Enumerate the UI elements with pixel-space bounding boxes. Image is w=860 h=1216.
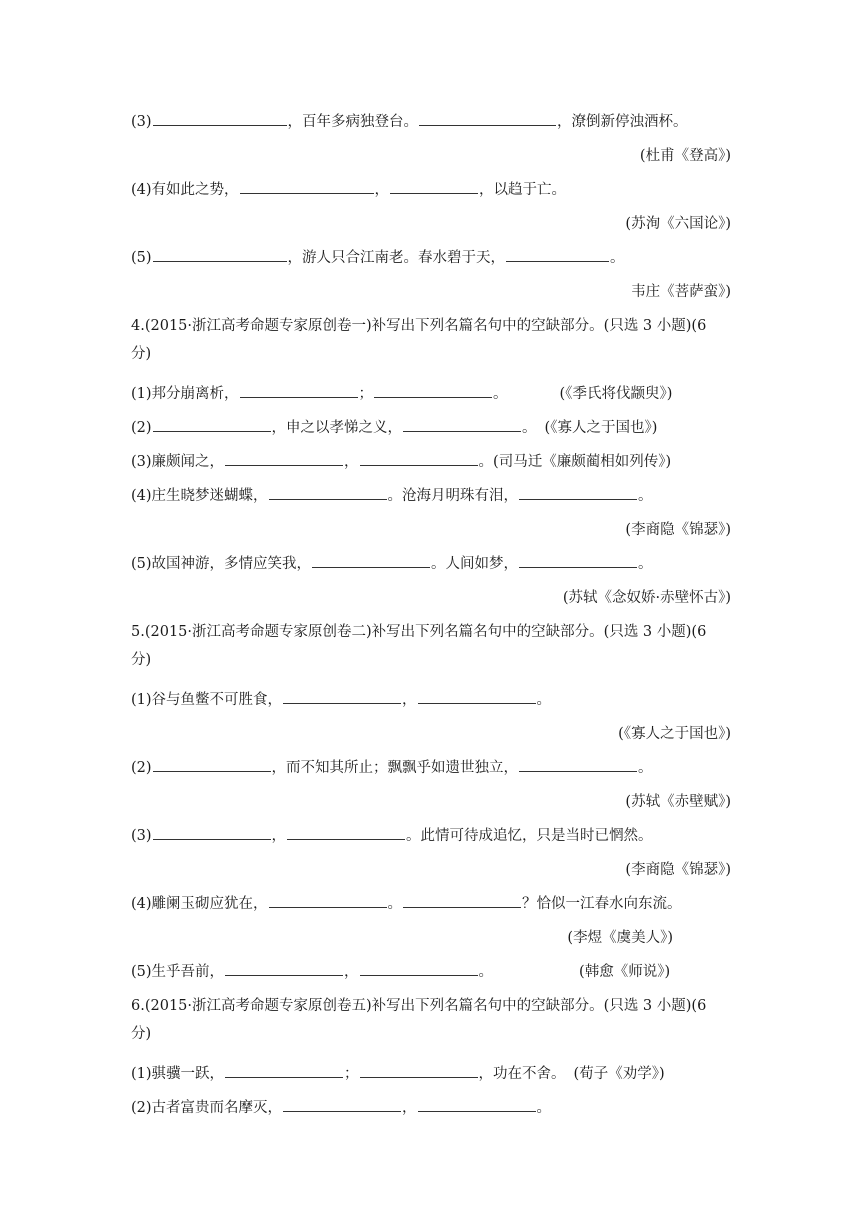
q3-item-5: (5) ，游人只合江南老。春水碧于天， 。 [131,250,625,266]
source-attribution: (《寡人之于国也》) [544,420,658,436]
q6-item-2: (2)古者富贵而名摩灭， ， 。 [131,1100,552,1116]
q6-item-1: (1)骐骥一跃， ； ，功在不舍。 (荀子《劝学》) [131,1066,665,1082]
answer-blank[interactable] [287,828,405,840]
answer-blank[interactable] [225,454,343,466]
answer-blank[interactable] [519,488,637,500]
answer-blank[interactable] [283,692,401,704]
source-attribution: (苏轼《赤壁赋》) [625,794,731,810]
answer-blank[interactable] [153,828,271,840]
answer-blank[interactable] [225,964,343,976]
answer-blank[interactable] [418,692,536,704]
q3-item-4: (4)有如此之势， ， ，以趋于亡。 [131,182,567,198]
q4-item-4: (4)庄生晓梦迷蝴蝶， 。沧海月明珠有泪， 。 [131,488,653,504]
source-attribution: 韦庄《菩萨蛮》) [631,284,731,300]
q4-item-5: (5)故国神游，多情应笑我， 。人间如梦， 。 [131,556,653,572]
source-attribution: (司马迁《廉颇蔺相如列传》) [493,454,672,470]
answer-blank[interactable] [153,420,271,432]
answer-blank[interactable] [519,760,637,772]
answer-blank[interactable] [506,250,609,262]
q6-stem-cont: 分) [131,1026,152,1042]
answer-blank[interactable] [418,1100,536,1112]
answer-blank[interactable] [390,182,478,194]
source-attribution: (《寡人之于国也》) [618,726,731,742]
q5-item-1: (1)谷与鱼鳖不可胜食， ， 。 [131,692,552,708]
q3-item-3: (3) ，百年多病独登台。 ，潦倒新停浊酒杯。 [131,114,688,130]
q5-stem-cont: 分) [131,652,152,668]
q6-stem: 6.(2015·浙江高考命题专家原创卷五)补写出下列名篇名句中的空缺部分。(只选 3 小题)(6 [131,998,707,1014]
source-attribution: (李煜《虞美人》) [567,930,673,946]
answer-blank[interactable] [153,760,271,772]
answer-blank[interactable] [153,250,287,262]
source-attribution: (荀子《劝学》) [573,1066,665,1082]
source-attribution: (杜甫《登高》) [639,148,731,164]
source-attribution: (李商隐《锦瑟》) [625,522,731,538]
answer-blank[interactable] [269,488,387,500]
answer-blank[interactable] [269,896,387,908]
source-attribution: (苏轼《念奴娇·赤壁怀古》) [562,590,731,606]
source-attribution: (李商隐《锦瑟》) [625,862,731,878]
answer-blank[interactable] [419,114,556,126]
q4-item-1: (1)邦分崩离析， ； 。 (《季氏将伐颛臾》) [131,386,673,402]
answer-blank[interactable] [240,386,358,398]
answer-blank[interactable] [403,420,521,432]
q4-item-2: (2) ，申之以孝悌之义， 。 (《寡人之于国也》) [131,420,658,436]
answer-blank[interactable] [225,1066,343,1078]
q5-item-2: (2) ，而不知其所止；飘飘乎如遗世独立， 。 [131,760,653,776]
q5-stem: 5.(2015·浙江高考命题专家原创卷二)补写出下列名篇名句中的空缺部分。(只选 3 小题)(6 [131,624,707,640]
answer-blank[interactable] [360,964,478,976]
q4-stem: 4.(2015·浙江高考命题专家原创卷一)补写出下列名篇名句中的空缺部分。(只选 3 小题)(6 [131,318,707,334]
answer-blank[interactable] [374,386,492,398]
q4-stem-cont: 分) [131,346,152,362]
source-attribution: (《季氏将伐颛臾》) [559,386,673,402]
q5-item-4: (4)雕阑玉砌应犹在， 。 ？恰似一江春水向东流。 [131,896,682,912]
q5-item-3: (3) ， 。此情可待成追忆，只是当时已惘然。 [131,828,653,844]
source-attribution: (韩愈《师说》) [579,964,671,980]
answer-blank[interactable] [283,1100,401,1112]
q4-item-3: (3)廉颇闻之， ， 。(司马迁《廉颇蔺相如列传》) [131,454,672,470]
answer-blank[interactable] [312,556,430,568]
source-attribution: (苏洵《六国论》) [625,216,731,232]
answer-blank[interactable] [240,182,374,194]
q5-item-5: (5)生乎吾前， ， 。 (韩愈《师说》) [131,964,671,980]
answer-blank[interactable] [360,454,478,466]
answer-blank[interactable] [360,1066,478,1078]
answer-blank[interactable] [403,896,521,908]
answer-blank[interactable] [153,114,287,126]
answer-blank[interactable] [519,556,637,568]
